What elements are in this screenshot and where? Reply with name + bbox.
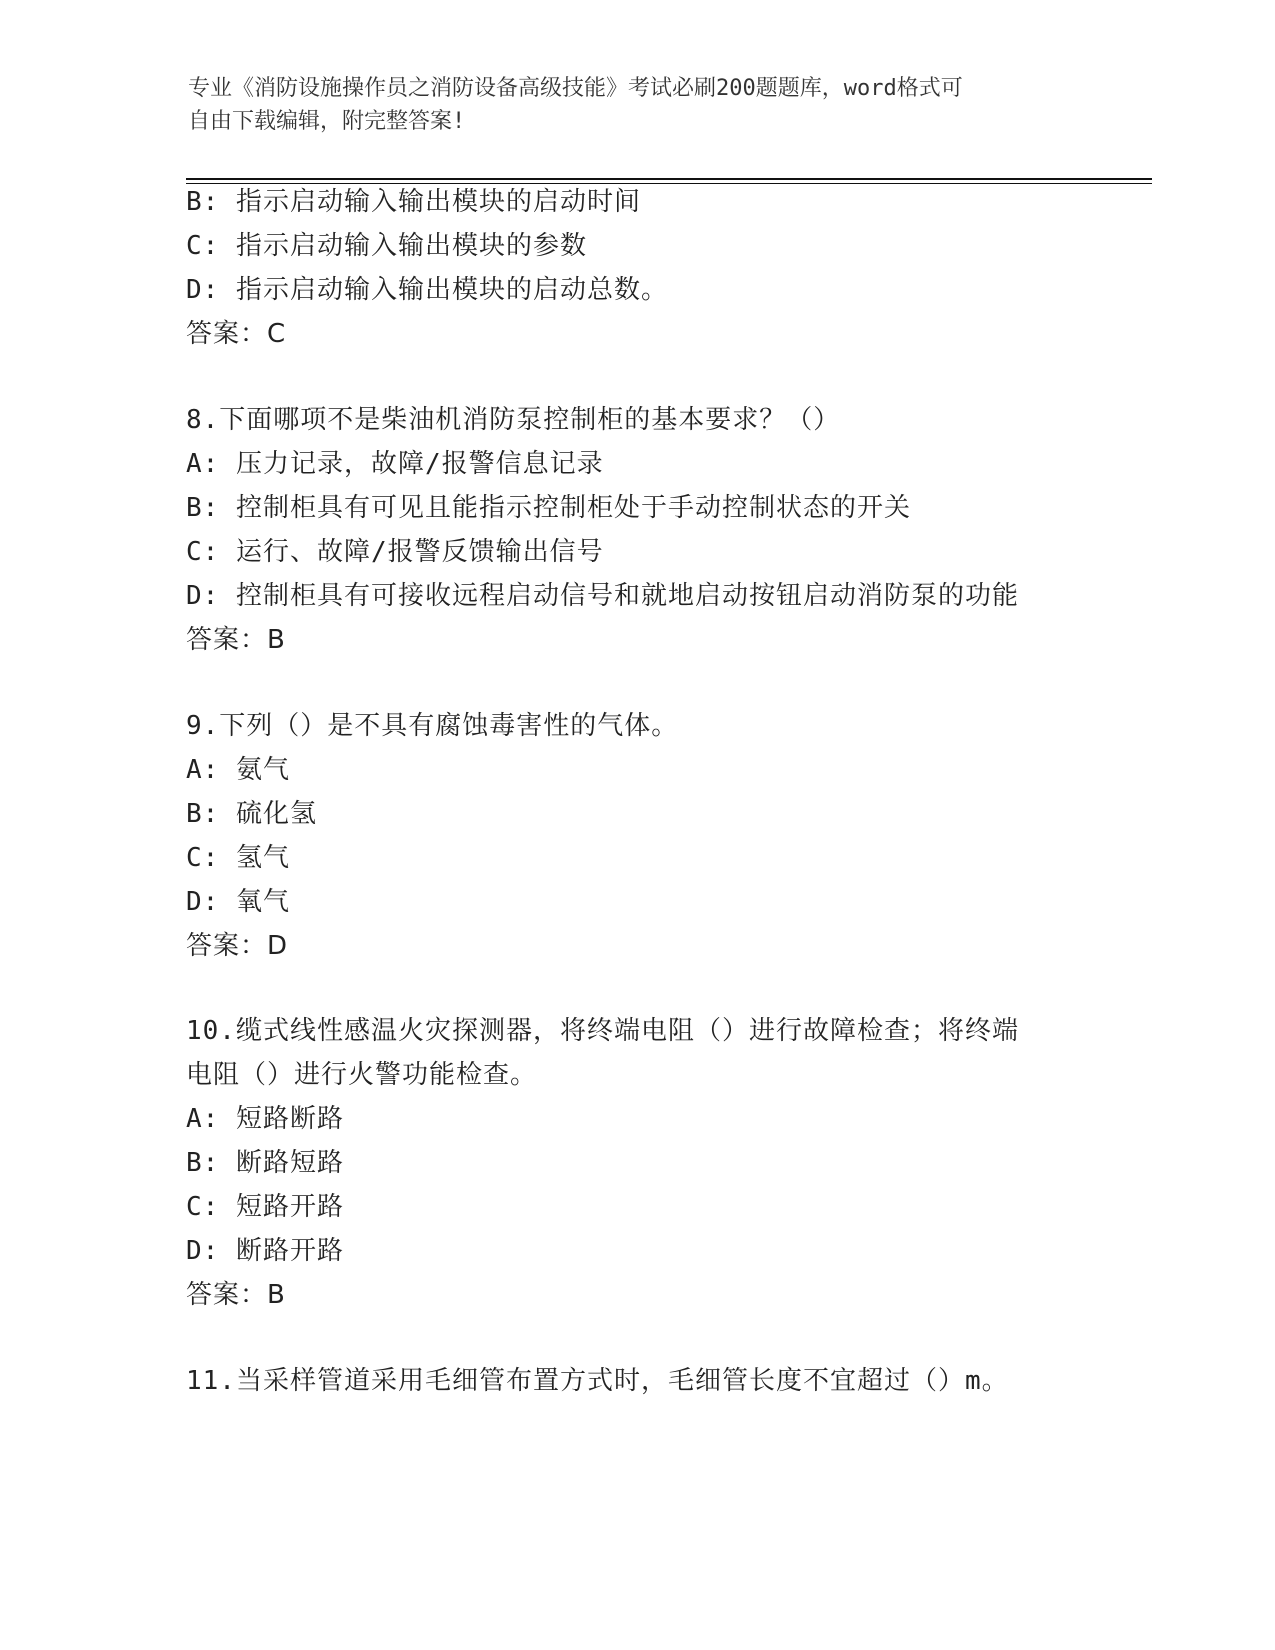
question-9-answer: 答案：D: [186, 931, 289, 961]
option-c: C: 指示启动输入输出模块的参数: [186, 231, 587, 261]
question-8-option-b: B: 控制柜具有可见且能指示控制柜处于手动控制状态的开关: [186, 493, 911, 523]
question-11-stem: 11.当采样管道采用毛细管布置方式时，毛细管长度不宜超过（）m。: [186, 1366, 1009, 1396]
question-10-stem-line-1: 10.缆式线性感温火灾探测器，将终端电阻（）进行故障检查；将终端: [186, 1016, 1019, 1046]
question-8-option-c: C: 运行、故障/报警反馈输出信号: [186, 537, 604, 567]
header-line-1: 专业《消防设施操作员之消防设备高级技能》考试必刷200题题库，word格式可: [188, 76, 963, 101]
question-8-answer: 答案：B: [186, 625, 286, 655]
question-9-option-d: D: 氧气: [186, 887, 290, 917]
question-9-option-c: C: 氢气: [186, 843, 290, 873]
document-header: [188, 72, 1088, 138]
question-8-stem: 8.下面哪项不是柴油机消防泵控制柜的基本要求？（）: [186, 405, 841, 435]
option-b: B: 指示启动输入输出模块的启动时间: [186, 187, 641, 217]
question-9-option-a: A: 氨气: [186, 755, 290, 785]
question-10-answer: 答案：B: [186, 1280, 286, 1310]
question-10-option-a: A: 短路断路: [186, 1104, 344, 1134]
question-10-option-b: B: 断路短路: [186, 1148, 344, 1178]
answer: 答案：C: [186, 319, 287, 349]
question-9-stem: 9.下列（）是不具有腐蚀毒害性的气体。: [186, 711, 679, 741]
question-10-option-c: C: 短路开路: [186, 1192, 344, 1222]
question-9-option-b: B: 硫化氢: [186, 799, 317, 829]
question-8-option-a: A: 压力记录，故障/报警信息记录: [186, 449, 604, 479]
option-d: D: 指示启动输入输出模块的启动总数。: [186, 275, 668, 305]
question-10-option-d: D: 断路开路: [186, 1236, 344, 1266]
question-8-option-d: D: 控制柜具有可接收远程启动信号和就地启动按钮启动消防泵的功能: [186, 581, 1019, 611]
header-line-2: 自由下载编辑，附完整答案!: [188, 109, 466, 134]
question-10-stem-line-2: 电阻（）进行火警功能检查。: [186, 1060, 538, 1090]
header-divider-thin: [186, 183, 1152, 184]
header-divider-thick: [186, 178, 1152, 180]
